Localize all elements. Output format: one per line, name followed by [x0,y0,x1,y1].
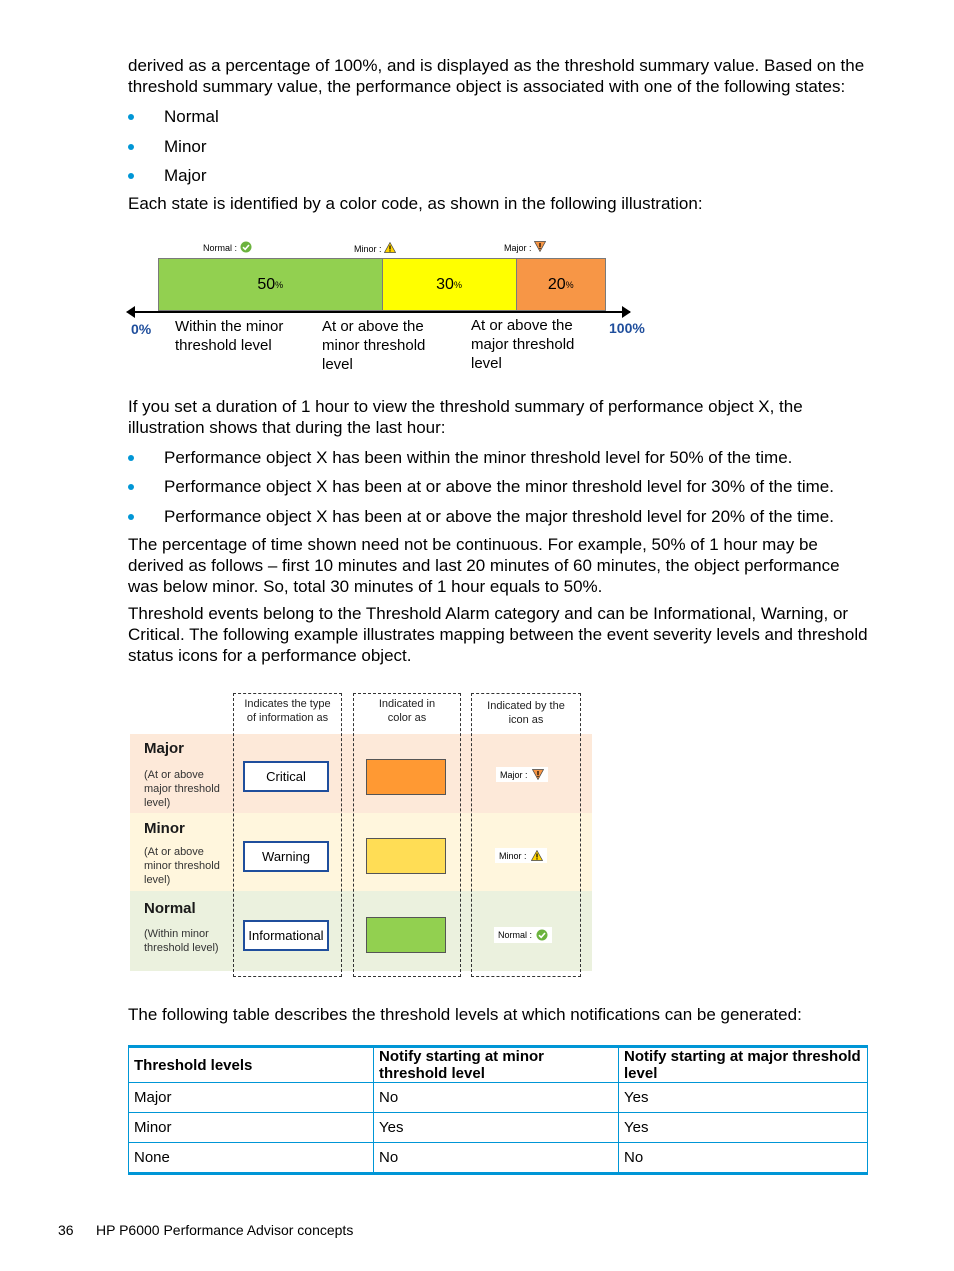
page-number: 36 [58,1222,74,1238]
level-normal: Normal [144,900,196,917]
bullet-text: Performance object X has been within the minor threshold level for 50% of the time. [164,448,793,467]
column-header: Threshold levels [129,1047,374,1083]
footer-title: HP P6000 Performance Advisor concepts [96,1222,354,1238]
table-cell: Yes [619,1113,868,1143]
table-row [129,1143,868,1174]
warning-triangle-icon [531,850,543,861]
table-cell: Major [129,1083,374,1113]
axis-end-label: 100% [609,320,645,336]
threshold-summary-illustration [126,232,666,382]
level-major: Major [144,740,185,757]
axis-start-label: 0% [131,321,152,337]
normal-label: Normal : [203,241,252,253]
type-column-header: Indicates the type of information as [244,698,331,724]
level-normal-description: (Within minor threshold level) [144,928,219,954]
color-code-paragraph: Each state is identified by a color code, as shown in the following illustration: [128,194,703,213]
segment-normal: 50 % [158,258,383,311]
color-swatch-minor [366,838,446,874]
color-column-header: Indicated in color as [378,698,436,724]
arrow-right-icon [622,306,631,318]
bullet-icon [128,455,134,461]
severity-mapping-illustration [130,693,600,978]
table-header-row [129,1047,868,1083]
table-row [129,1083,868,1113]
table-cell: Yes [374,1113,619,1143]
duration-paragraph: If you set a duration of 1 hour to view the threshold summary of performance object X, the illustration shows that during the last hour: [128,397,803,437]
severity-informational: Informational [243,920,329,951]
intro-paragraph: derived as a percentage of 100%, and is displayed as the threshold summary value. Based on the threshold summary value, the performance object is associated with one of the following states: [128,56,865,96]
icon-label-normal: Normal : [494,927,552,943]
icon-label-major: Major : [496,767,548,782]
bullet-icon [128,144,134,150]
severity-warning: Warning [243,841,329,872]
segment-description-minor: At or above the minor threshold level [322,318,426,373]
bullet-icon [128,514,134,520]
check-circle-icon [536,929,548,941]
bullet-text: Performance object X has been at or above the minor threshold level for 30% of the time. [164,477,834,496]
level-major-description: (At or above major threshold level) [144,769,220,809]
column-header: Notify starting at major threshold level [619,1047,868,1083]
color-swatch-normal [366,917,446,953]
continuity-paragraph: The percentage of time shown need not be continuous. For example, 50% of 1 hour may be derived as follows – first 10 minutes and last 20 minutes of 60 minutes, the object performance was below minor. So, total 30 minutes of 1 hour equals to 50%. [128,535,840,596]
major-label: Major : [504,241,546,253]
axis-line [130,311,630,313]
major-warning-icon [534,241,546,252]
column-header: Notify starting at minor threshold level [374,1047,619,1083]
table-cell: No [374,1083,619,1113]
threshold-events-paragraph: Threshold events belong to the Threshold Alarm category and can be Informational, Warning, or Critical. The following example illustrates mapping between the event severity levels and threshold status icons for a performance object. [128,604,868,665]
segment-description-normal: Within the minor threshold level [175,318,284,354]
level-minor: Minor [144,820,185,837]
state-normal: Normal [164,107,219,126]
segment-minor: 30 % [382,258,517,311]
segment-major: 20 % [516,258,606,311]
bullet-icon [128,114,134,120]
bullet-text: Performance object X has been at or above the major threshold level for 20% of the time. [164,507,834,526]
warning-triangle-icon [384,242,396,253]
major-warning-icon [532,769,544,780]
level-minor-description: (At or above minor threshold level) [144,846,220,886]
table-cell: None [129,1143,374,1174]
bullet-icon [128,484,134,490]
threshold-notification-table [128,1045,868,1175]
check-circle-icon [240,241,252,253]
table-cell: Minor [129,1113,374,1143]
icon-label-minor: Minor : [495,848,547,863]
severity-critical: Critical [243,761,329,792]
state-major: Major [164,166,207,185]
segment-description-major: At or above the major threshold level [471,317,575,372]
table-intro-paragraph: The following table describes the threshold levels at which notifications can be generated: [128,1005,802,1024]
state-minor: Minor [164,137,207,156]
table-row [129,1113,868,1143]
table-cell: No [374,1143,619,1174]
bullet-icon [128,173,134,179]
table-cell: No [619,1143,868,1174]
icon-column-header: Indicated by the icon as [487,700,565,726]
table-cell: Yes [619,1083,868,1113]
color-swatch-major [366,759,446,795]
minor-label: Minor : [354,242,396,254]
